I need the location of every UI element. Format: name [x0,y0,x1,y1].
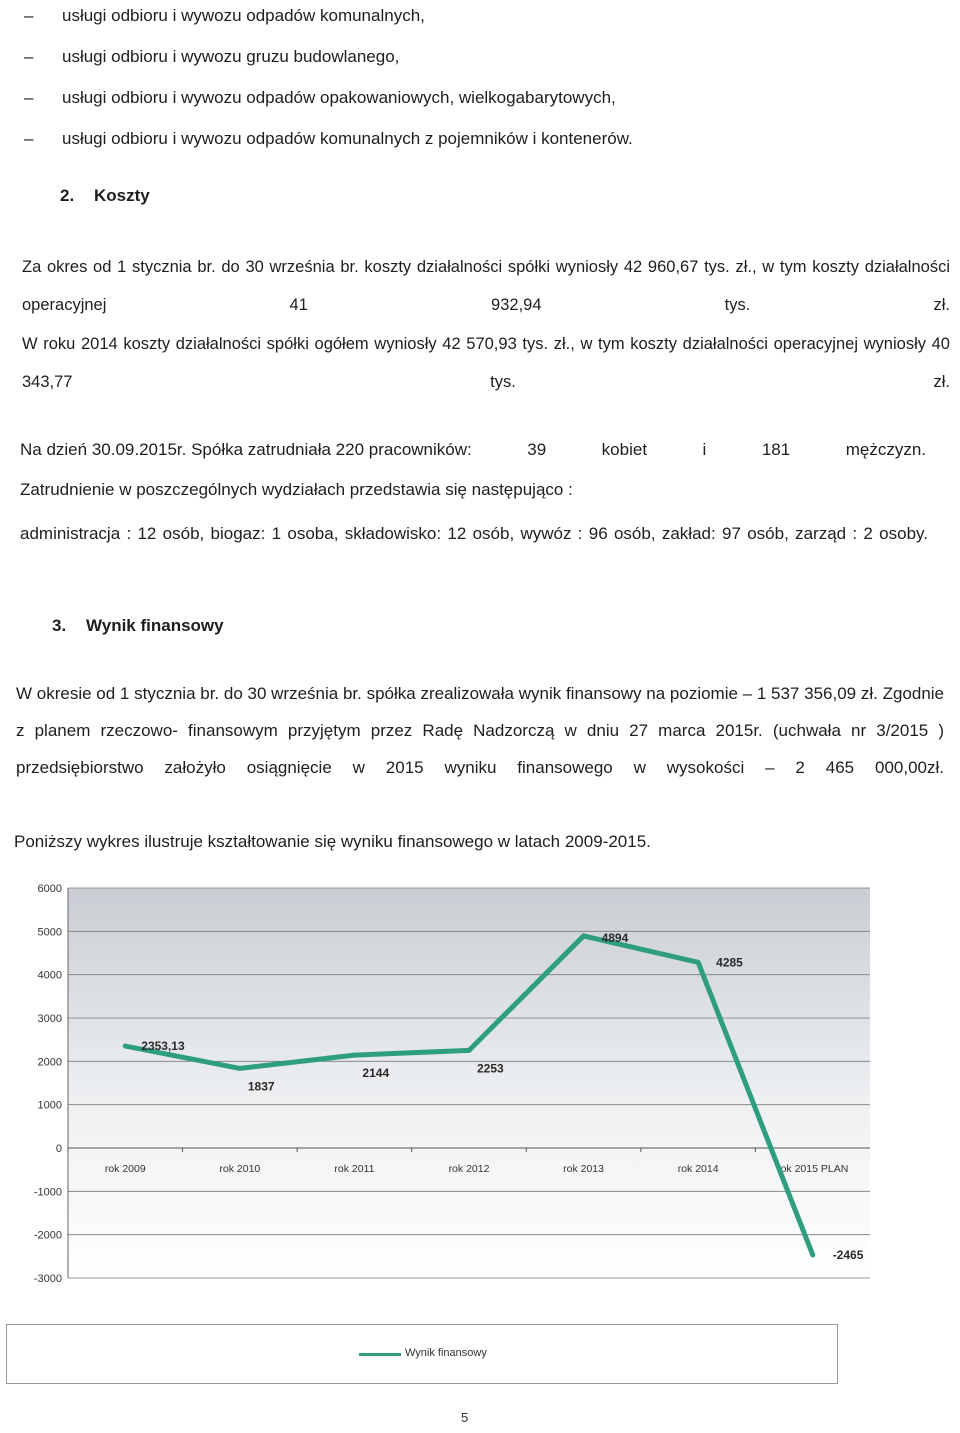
service-text: usługi odbioru i wywozu odpadów komunalnych, [62,6,425,25]
x-tick-label: rok 2010 [219,1163,261,1175]
legend-swatch [359,1353,401,1356]
section-number: 3. [52,616,67,635]
list-item [24,129,924,149]
data-label: 2144 [362,1066,390,1081]
costs-paragraph-2: W roku 2014 koszty działalności spółki ogółem wyniosły 42 570,93 tys. zł., w tym koszty działalności operacyjnej wyniosły 40 343,77 tys. zł. [22,335,950,391]
x-tick-label: rok 2011 [334,1163,375,1175]
bullet-dash: – [24,6,34,25]
section-heading-financial-result [52,616,224,636]
men-count: 181 [761,440,791,459]
x-tick-label: rok 2012 [448,1163,490,1175]
data-point [352,1053,357,1058]
chart-intro: Poniższy wykres ilustruje kształtowanie się wyniku finansowego w latach 2009-2015. [14,832,651,851]
section-heading-costs [60,186,150,206]
department-intro: Zatrudnienie w poszczególnych wydziałach przedstawia się następująco : [20,480,573,499]
y-tick-label: 1000 [37,1099,62,1112]
data-point [467,1048,472,1053]
data-label: 4285 [716,955,743,970]
bullet-dash: – [24,88,34,107]
section-title: Koszty [94,186,150,205]
bullet-dash: – [24,129,34,148]
y-tick-label: 0 [55,1143,62,1155]
x-tick-label: rok 2014 [677,1163,719,1175]
data-point [581,933,586,938]
data-label: 4894 [601,930,629,945]
data-point [696,960,701,965]
women-label: kobiet [601,440,648,459]
data-point [810,1252,815,1257]
data-label: 2353,13 [141,1039,185,1054]
y-tick-label: 5000 [37,926,62,939]
service-text: usługi odbioru i wywozu odpadów opakowaniowych, wielkogabarytowych, [62,88,616,107]
service-text: usługi odbioru i wywozu gruzu budowlanego, [62,47,400,66]
employment-text: Na dzień 30.09.2015r. Spółka zatrudniała 220 pracowników: [20,440,472,459]
chart-svg [10,876,890,1296]
page-number: 5 [461,1410,469,1425]
y-tick-label: 3000 [37,1013,62,1025]
y-tick-label: -2000 [33,1229,62,1242]
conjunction: i [702,440,707,459]
section-number: 2. [60,186,75,205]
data-point [123,1044,128,1049]
men-label: mężczyzn. [845,440,926,459]
data-label: -2465 [832,1247,864,1262]
section-title: Wynik finansowy [86,616,224,635]
list-item [24,6,924,26]
plot-area [68,888,870,1278]
data-point [237,1066,242,1071]
y-tick-label: 6000 [37,883,62,895]
y-tick-label: 2000 [37,1056,62,1069]
data-label: 2253 [477,1061,504,1076]
x-tick-label: rok 2009 [104,1163,146,1175]
list-item [24,47,924,67]
chart-legend [6,1324,838,1384]
costs-paragraph-1: Za okres od 1 stycznia br. do 30 września br. koszty działalności spółki wyniosły 42 960,67 tys. zł., w tym koszty działalności operacyjnej 41 932,94 tys. zł. [22,258,950,314]
service-text: usługi odbioru i wywozu odpadów komunalnych z pojemników i kontenerów. [62,129,633,148]
bullet-dash: – [24,47,34,66]
services-list [24,6,924,170]
y-tick-label: 4000 [37,969,62,982]
y-tick-label: -3000 [33,1273,62,1285]
list-item [24,88,924,108]
y-tick-label: -1000 [33,1186,62,1199]
data-label: 1837 [247,1079,275,1094]
employment-line [20,440,926,460]
financial-result-paragraph: W okresie od 1 stycznia br. do 30 września br. spółka zrealizowała wynik finansowy na poziomie – 1 537 356,09 zł. Zgodnie z planem rzeczowo- finansowym przyjętym przez Radę Nadzorczą w dniu 27 marca 2015r. (uchwała nr 3/2015 ) przedsiębiorstwo założyło osiągnięcie w 2015 wyniku finansowego w wysokości – 2 465 000,00zł. [16,684,944,777]
financial-result-chart [10,876,890,1296]
legend-label: Wynik finansowy [405,1347,487,1359]
women-count: 39 [527,440,547,459]
x-tick-label: rok 2013 [563,1163,605,1175]
x-tick-label: rok 2015 PLAN [777,1163,849,1175]
department-list: administracja : 12 osób, biogaz: 1 osoba, składowisko: 12 osób, wywóz : 96 osób, zakład: 97 osób, zarząd : 2 osoby. [20,524,928,543]
